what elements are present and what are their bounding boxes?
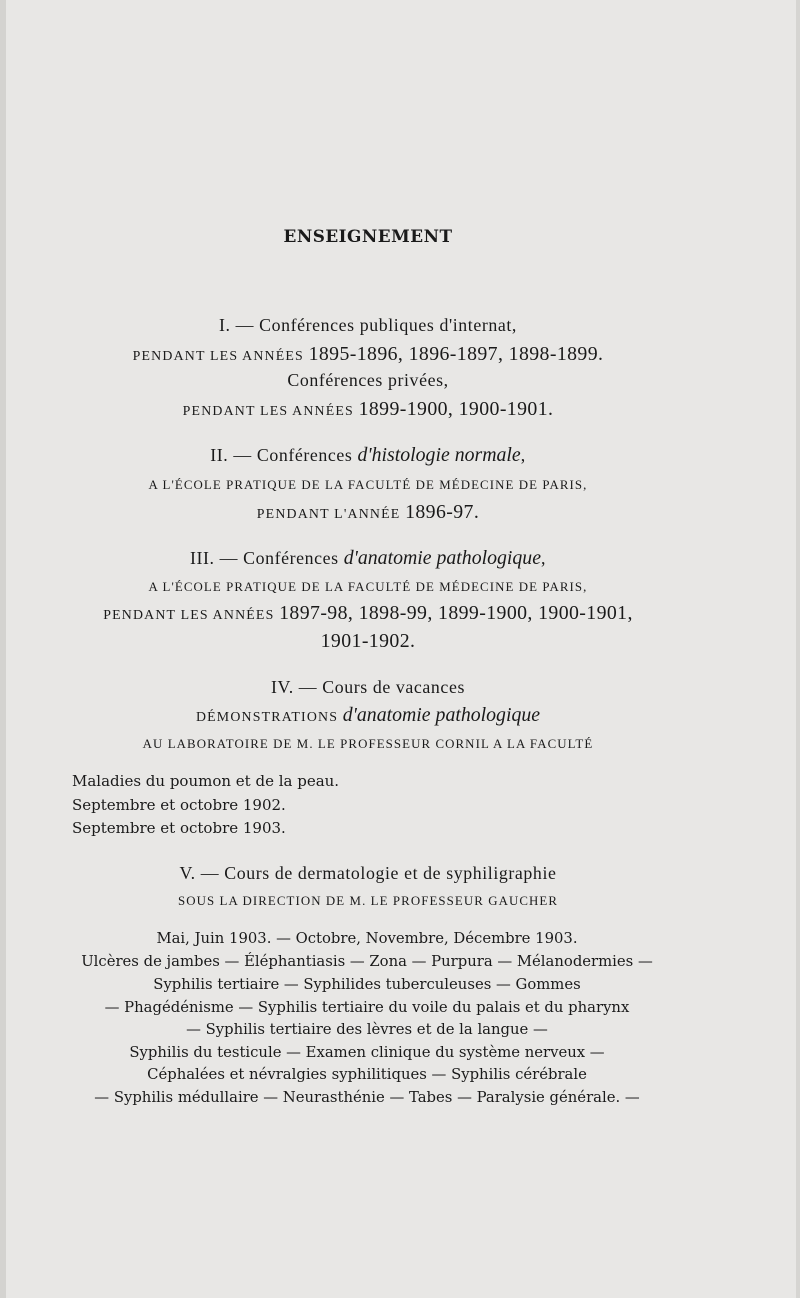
section-5-body-line: Céphalées et névralgies syphilitiques — Syphilis cérébrale — [147, 1065, 587, 1083]
section-5-body-line: Syphilis tertiaire — Syphilides tuberculeuses — Gommes — [153, 975, 581, 993]
section-2-heading-italic: d'histologie normale — [357, 444, 521, 466]
section-4-item: Septembre et octobre 1903. — [72, 819, 286, 837]
section-3-heading-italic: d'anatomie pathologique — [343, 547, 542, 569]
section-1-private-years: 1899-1900, 1900-1901. — [358, 398, 554, 420]
section-5-body-line: — Syphilis tertiaire des lèvres et de la langue — — [186, 1020, 548, 1038]
section-3-heading-prefix: III. — Conférences — [189, 548, 344, 568]
section-3-years-continued: 1901-1902. — [320, 630, 416, 652]
section-5-body-line: — Syphilis médullaire — Neurasthénie — Tabes — Paralysie générale. — — [94, 1088, 640, 1106]
section-1-subheading: Conférences privées, — [287, 370, 449, 390]
page-edge-right — [796, 0, 800, 1298]
section-5-subheading: SOUS LA DIRECTION DE M. LE PROFESSEUR GAUCHER — [177, 893, 559, 908]
section-1-years: 1895-1896, 1896-1897, 1898-1899. — [308, 343, 604, 365]
section-5-heading: V. — Cours de dermatologie et de syphiligraphie — [179, 863, 557, 883]
section-4-subheading-prefix: DÉMONSTRATIONS — [195, 710, 343, 725]
section-2-heading-prefix: II. — Conférences — [210, 445, 358, 465]
section-2-heading — [0, 444, 764, 467]
section-2-location: A L'ÉCOLE PRATIQUE DE LA FACULTÉ DE MÉDECINE DE PARIS, — [148, 477, 588, 492]
section-3-years-line — [0, 602, 764, 625]
section-2-year-line — [0, 501, 764, 524]
section-3-years-prefix: PENDANT LES ANNÉES — [103, 608, 280, 623]
section-4-subheading-italic: d'anatomie pathologique — [342, 704, 541, 726]
section-1-years-prefix: PENDANT LES ANNÉES — [132, 349, 309, 364]
section-1-private-years-prefix: PENDANT LES ANNÉES — [182, 404, 359, 419]
section-5-body-line: — Phagédénisme — Syphilis tertiaire du voile du palais et du pharynx — [104, 998, 630, 1016]
section-2-year-prefix: PENDANT L'ANNÉE — [256, 507, 406, 522]
section-5-body-line: Mai, Juin 1903. — Octobre, Novembre, Décembre 1903. — [156, 929, 578, 947]
section-1-private-years-line — [0, 398, 764, 421]
section-4-item: Maladies du poumon et de la peau. — [72, 772, 340, 790]
section-2-heading-suffix: , — [520, 445, 526, 465]
section-5-body-line: Syphilis du testicule — Examen clinique du système nerveux — — [129, 1043, 605, 1061]
section-4-heading: IV. — Cours de vacances — [271, 677, 465, 697]
section-4-subheading — [0, 704, 764, 727]
section-3-heading — [0, 547, 764, 570]
section-1-years-line — [0, 343, 764, 366]
section-1-heading: I. — Conférences publiques d'internat, — [219, 315, 517, 335]
section-2-year: 1896-97. — [405, 501, 480, 523]
section-3-location: A L'ÉCOLE PRATIQUE DE LA FACULTÉ DE MÉDECINE DE PARIS, — [148, 579, 588, 594]
section-3-years: 1897-98, 1898-99, 1899-1900, 1900-1901, — [279, 602, 633, 624]
section-4-item: Septembre et octobre 1902. — [72, 796, 286, 814]
section-3-heading-suffix: , — [541, 548, 547, 568]
section-4-location: AU LABORATOIRE DE M. LE PROFESSEUR CORNIL A LA FACULTÉ — [142, 736, 594, 751]
page-title: ENSEIGNEMENT — [283, 227, 453, 247]
section-5-body-line: Ulcères de jambes — Éléphantiasis — Zona — Purpura — Mélanodermies — — [81, 952, 653, 970]
